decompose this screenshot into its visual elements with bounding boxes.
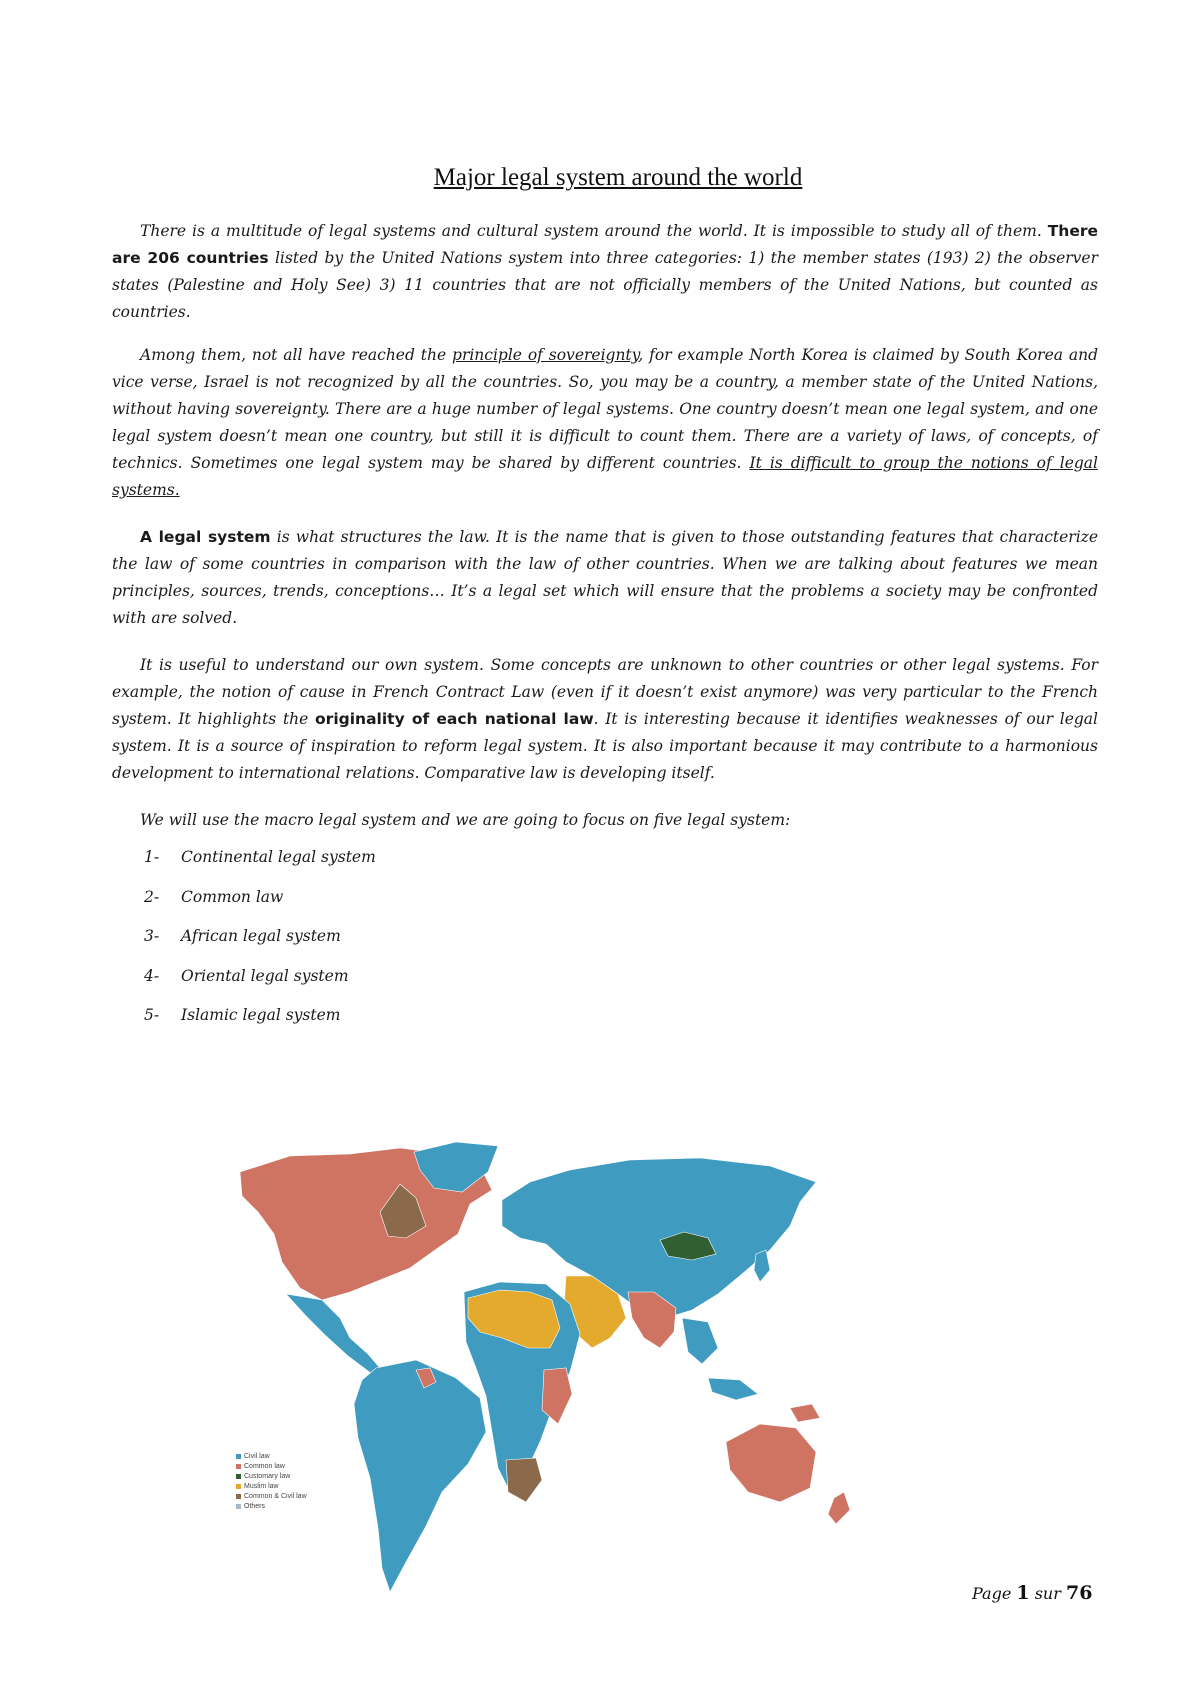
region-central-america bbox=[286, 1294, 380, 1374]
list-number: 5- bbox=[144, 1006, 160, 1024]
p4-text-2: . It is interesting because it identifies weaknesses of our legal system. It is a source of inspiration to reform legal system. It is also important because it may contribute to a harmonious development to international relations. Comparative law is developing itself. bbox=[112, 710, 1098, 782]
p2-underline-2: It is difficult to group the notions of legal systems. bbox=[112, 454, 1098, 499]
p2-underline-1: principle of sovereignty bbox=[452, 346, 639, 364]
p3-text-1: is what structures the law. It is the name that is given to those outstanding features that characterize the law of some countries in comparison with the law of other countries. When we are talking about features we mean principles, sources, trends, conceptions… It’s a legal set which will ensure that the problems a society may be confronted with are solved. bbox=[112, 528, 1098, 627]
world-legal-systems-map bbox=[230, 1142, 940, 1598]
region-australia bbox=[726, 1424, 816, 1502]
legend-row bbox=[236, 1451, 307, 1461]
legend-row bbox=[236, 1481, 307, 1491]
paragraph-4 bbox=[112, 652, 1098, 787]
p1-text-1: There is a multitude of legal systems and cultural system around the world. It is impossible to study all of them. bbox=[140, 222, 1048, 240]
region-southern-africa bbox=[506, 1458, 542, 1502]
list-number: 3- bbox=[144, 927, 160, 945]
page-title: Major legal system around the world bbox=[433, 164, 803, 191]
list-label: African legal system bbox=[181, 927, 341, 945]
list-item bbox=[144, 967, 376, 1007]
legend-label: Customary law bbox=[244, 1472, 291, 1480]
list-number: 2- bbox=[144, 887, 160, 906]
legend-swatch bbox=[236, 1494, 241, 1499]
list-label: Islamic legal system bbox=[181, 1006, 341, 1024]
legend-label: Others bbox=[244, 1502, 266, 1510]
footer-page-number: 1 bbox=[1016, 1582, 1030, 1604]
footer-page-total: 76 bbox=[1065, 1582, 1093, 1604]
list-label: Continental legal system bbox=[181, 848, 376, 866]
footer-prefix: Page bbox=[972, 1584, 1017, 1603]
list-number: 1- bbox=[144, 848, 160, 866]
legend-label: Common & Civil law bbox=[244, 1492, 307, 1500]
legend-swatch bbox=[236, 1504, 241, 1509]
paragraph-5 bbox=[112, 807, 1098, 834]
p2-text-1: Among them, not all have reached the bbox=[140, 346, 453, 364]
legal-system-list bbox=[144, 848, 376, 1046]
list-item bbox=[144, 888, 376, 928]
region-papua bbox=[790, 1404, 820, 1422]
legend-row bbox=[236, 1501, 307, 1511]
list-item bbox=[144, 848, 376, 888]
list-item bbox=[144, 1006, 376, 1046]
list-number: 4- bbox=[144, 966, 160, 985]
legend-row bbox=[236, 1471, 307, 1481]
legend-label: Common law bbox=[244, 1462, 285, 1470]
paragraph-2 bbox=[112, 342, 1098, 504]
p1-bold: There are 206 countries bbox=[112, 222, 1098, 267]
region-new-zealand bbox=[828, 1492, 850, 1524]
legend-swatch bbox=[236, 1484, 241, 1489]
region-southeast-asia bbox=[682, 1318, 758, 1400]
region-japan bbox=[754, 1250, 770, 1282]
list-label: Oriental legal system bbox=[181, 966, 349, 985]
p1-text-2: listed by the United Nations system into three categories: 1) the member states (193) 2) the observer states (Palestine and Holy See) 3) 11 countries that are not officially members of the United Nations, but counted as countries. bbox=[112, 249, 1098, 321]
page-footer bbox=[972, 1582, 1092, 1604]
legend-swatch bbox=[236, 1464, 241, 1469]
legend-row bbox=[236, 1461, 307, 1471]
legend-swatch bbox=[236, 1474, 241, 1479]
p5-text: We will use the macro legal system and we are going to focus on five legal system: bbox=[140, 811, 791, 829]
list-label: Common law bbox=[181, 887, 284, 906]
footer-mid: sur bbox=[1029, 1584, 1066, 1603]
legend-row bbox=[236, 1491, 307, 1501]
p2-text-2: , for example North Korea is claimed by South Korea and vice verse, Israel is not recognized by all the countries. So, you may be a country, a member state of the United Nations, without having sovereignty. There are a huge number of legal systems. One country doesn’t mean one legal system, and one legal system doesn’t mean one country, but still it is difficult to count them. There are a variety of laws, of concepts, of technics. Sometimes one legal system may be shared by different countries. bbox=[112, 346, 1098, 472]
paragraph-1 bbox=[112, 218, 1098, 326]
legend-label: Civil law bbox=[244, 1452, 270, 1460]
legend-label: Muslim law bbox=[244, 1482, 279, 1490]
legend-swatch bbox=[236, 1454, 241, 1459]
region-south-america bbox=[354, 1360, 486, 1592]
list-item bbox=[144, 927, 376, 967]
paragraph-3 bbox=[112, 524, 1098, 632]
p4-text-1: It is useful to understand our own system. Some concepts are unknown to other countries or other legal systems. For example, the notion of cause in French Contract Law (even if it doesn’t exist anymore) was very particular to the French system. It highlights the bbox=[112, 656, 1098, 728]
p3-bold: A legal system bbox=[140, 528, 271, 546]
p4-bold: originality of each national law bbox=[315, 710, 594, 728]
map-legend bbox=[236, 1451, 307, 1511]
